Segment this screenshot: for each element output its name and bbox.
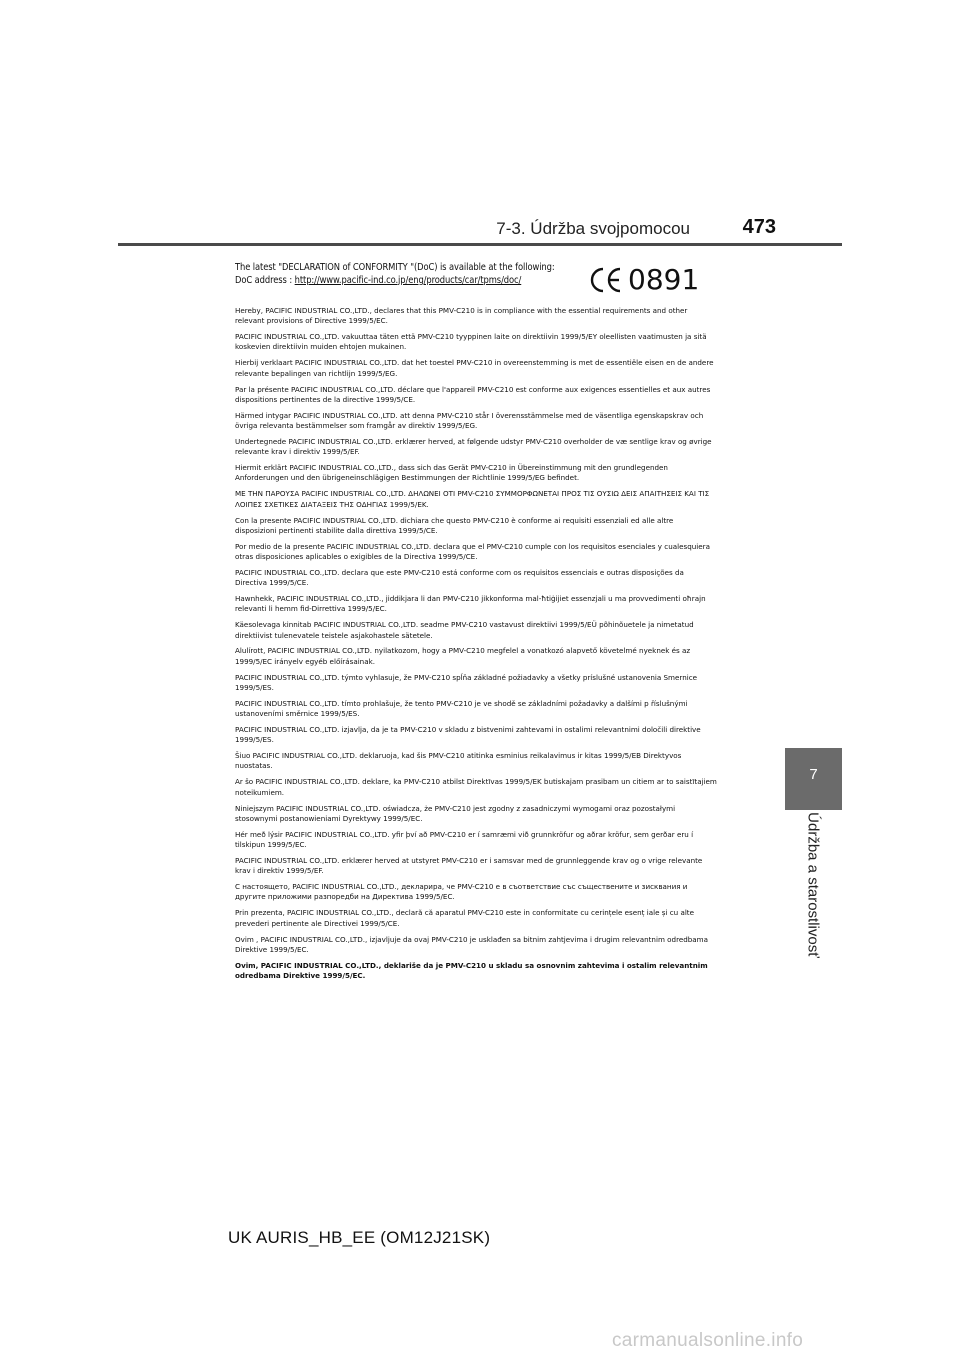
declaration-paragraph: Hereby, PACIFIC INDUSTRIAL CO.,LTD., declares that this PMV-C210 is in compliance with the essential requirements and other relevant provisions of Directive 1999/5/EC. [235,306,688,326]
declaration-paragraph: ΜΕ ΤΗΝ ΠΑΡΟΥΣΑ PACIFIC INDUSTRIAL CO.,LTD. ΔΗΛΩΝΕΙ ΟΤΙ PMV-C210 ΣΥΜΜΟΡΦΩΝΕΤΑΙ ΠΡΟΣ ΤΙΣ ΟΥΣΙΩ ΔΕΙΣ ΑΠΑΙΤΗΣΕΙΣ ΚΑΙ ΤΙΣ ΛΟΙΠΕΣ ΣΧΕΤΙΚΕΣ ΔΙΑΤΑΞΕΙΣ ΤΗΣ ΟΔΗΓΙΑΣ 1999/5/ΕΚ. [235,489,710,509]
declaration-paragraph: Hér með lýsir PACIFIC INDUSTRIAL CO.,LTD. yfir því að PMV-C210 er í samræmi við grunnkröfur og aðrar kröfur, sem gerðar eru í tilskipun 1999/5/EC. [235,829,694,850]
doc-header [235,262,717,306]
doc-availability-line: The latest "DECLARATION of CONFORMITY "(DoC) is available at the following: [235,262,555,273]
declaration-paragraphs [235,306,717,955]
declaration-paragraph: Niniejszym PACIFIC INDUSTRIAL CO.,LTD. oświadcza, że PMV-C210 jest zgodny z zasadniczymi wymogami oraz pozostałymi stosownymi postanowieniami Dyrektywy 1999/5/EC. [235,803,676,823]
ce-mark [589,263,700,296]
declaration-paragraph: С настоящето, PACIFIC INDUSTRIAL CO.,LTD., декларира, че PMV-C210 е в съответствие със съществените и зисквания и другите приложими разпоредби на Директива 1999/5/EC. [235,882,688,902]
declaration-paragraph: Ovim , PACIFIC INDUSTRIAL CO.,LTD., izjavljuje da ovaj PMV-C210 je usklađen sa bitnim zahtjevima i drugim relevantnim odredbama Direktive 1999/5/EC. [235,934,709,954]
declaration-paragraph: PACIFIC INDUSTRIAL CO.,LTD. vakuuttaa täten että PMV-C210 tyyppinen laite on direktiivin 1999/5/EY oleellisten vaatimusten ja sitä koskevien direktiivin muiden ehtojen mukainen. [235,332,707,352]
chapter-number: 7 [809,766,818,783]
doc-address-label: DoC address : [235,274,295,286]
doc-address-link[interactable]: http://www.pacific-ind.co.jp/eng/products/car/tpms/doc/ [294,274,522,286]
watermark: carmanualsonline.info [612,1330,804,1351]
notified-body-number: 0891 [628,263,700,296]
declaration-paragraph: Käesolevaga kinnitab PACIFIC INDUSTRIAL CO.,LTD. seadme PMV-C210 vastavust direktiivi 1999/5/EÜ põhinõuetele ja nimetatud direktiivist tulenevatele teistele asjakohastele sätetele. [235,620,694,640]
declaration-paragraph: Šiuo PACIFIC INDUSTRIAL CO.,LTD. deklaruoja, kad šis PMV-C210 atitinka esminius reikalavimus ir kitas 1999/5/EB Direktyvos nuostatas. [235,751,682,771]
declaration-paragraph: PACIFIC INDUSTRIAL CO.,LTD. declara que este PMV-C210 está conforme com os requisitos essenciais e outras disposições da Directiva 1999/5/CE. [235,567,684,588]
declaration-paragraph: PACIFIC INDUSTRIAL CO.,LTD. tímto prohlašuje, že tento PMV-C210 je ve shodě se základními požadavky a dalšími p říslušnými ustanoveními směrnice 1999/5/ES. [235,698,688,719]
declaration-paragraph: Hawnhekk, PACIFIC INDUSTRIAL CO.,LTD., jiddikjara li dan PMV-C210 jikkonforma mal-ħtiġijiet essenzjali u ma provvedimenti oħrajn relevanti li hemm fid-Dirrettiva 1999/5/EC. [235,594,706,614]
declaration-paragraph: Hiermit erklärt PACIFIC INDUSTRIAL CO.,LTD., dass sich das Gerät PMV-C210 in Übereinstimmung mit den grundlegenden Anforderungen und den übrigeneinschlägigen Bestimmungen der Richtlinie 1999/5/EG befindet. [235,463,668,483]
manual-code: UK AURIS_HB_EE (OM12J21SK) [228,1228,491,1247]
declaration-paragraph: PACIFIC INDUSTRIAL CO.,LTD. týmto vyhlasuje, že PMV-C210 spĺňa základné požiadavky a všetky príslušné ustanovenia Smernice 1999/5/ES. [235,672,698,692]
declaration-paragraph: PACIFIC INDUSTRIAL CO.,LTD. erklærer herved at utstyret PMV-C210 er i samsvar med de grunnleggende krav og o vrige relevante krav i direktiv 1999/5/EF. [235,855,703,876]
declaration-paragraph: Con la presente PACIFIC INDUSTRIAL CO.,LTD. dichiara che questo PMV-C210 è conforme ai requisiti essenziali ed alle altre disposizioni pertinenti stabilite dalla direttiva 1999/5/CE. [235,515,674,535]
declaration-paragraph: Hierbij verklaart PACIFIC INDUSTRIAL CO.,LTD. dat het toestel PMV-C210 in overeenstemming is met de essentiële eisen en de andere relevante bepalingen van richtlijn 1999/5/EG. [235,358,714,378]
chapter-side-label: Údržba a starostlivosť [804,812,822,958]
declaration-paragraph: Alulírott, PACIFIC INDUSTRIAL CO.,LTD. nyilatkozom, hogy a PMV-C210 megfelel a vonatkozó alapvető követelmé nyeknek és az 1999/5/EC irányelv egyéb előírásainak. [235,646,691,666]
declaration-paragraph: Par la présente PACIFIC INDUSTRIAL CO.,LTD. déclare que l'appareil PMV-C210 est conforme aux exigences essentielles et aux autres dispositions pertinentes de la directive 1999/5/CE. [235,384,711,404]
page-number: 473 [742,216,776,238]
declaration-paragraph: Prin prezenta, PACIFIC INDUSTRIAL CO.,LTD., declară că aparatul PMV-C210 este in conformitate cu cerințele esenț iale și cu alte prevederi pertinente ale Directivei 1999/5/CE. [235,908,694,928]
declaration-paragraph: Härmed intygar PACIFIC INDUSTRIAL CO.,LTD. att denna PMV-C210 står I överensstämmelse med de väsentliga egenskapskrav och övriga relevanta bestämmelser som framgår av direktiv 1999/5/EG. [235,410,704,431]
declaration-of-conformity [235,262,717,987]
declaration-paragraph: Ar šo PACIFIC INDUSTRIAL CO.,LTD. deklare, ka PMV-C210 atbilst Direktīvas 1999/5/EK butiskajam prasibam un citiem ar to saistītajiem noteikumiem. [235,777,717,797]
declaration-paragraph-final: Ovim, PACIFIC INDUSTRIAL CO.,LTD., deklariše da je PMV-C210 u skladu sa osnovnim zahtevima i ostalim relevantnim odredbama Direktive 1999/5/EC. [235,960,708,980]
declaration-paragraph: PACIFIC INDUSTRIAL CO.,LTD. izjavlja, da je ta PMV-C210 v skladu z bistvenimi zahtevami in ostalimi relevantnimi določili direktive 1999/5/ES. [235,725,701,745]
header-divider [118,243,842,246]
section-title: 7-3. Údržba svojpomocou [496,219,690,238]
ce-logo-icon [589,266,625,294]
chapter-tab [785,748,842,810]
declaration-paragraph: Por medio de la presente PACIFIC INDUSTRIAL CO.,LTD. declara que el PMV-C210 cumple con los requisitos esenciales y cualesquiera otras disposiciones aplicables o exigibles de la Directiva 1999/5/CE. [235,541,710,561]
declaration-paragraph: Undertegnede PACIFIC INDUSTRIAL CO.,LTD. erklærer herved, at følgende udstyr PMV-C210 overholder de væ sentlige krav og øvrige relevante krav i direktiv 1999/5/EF. [235,436,712,457]
